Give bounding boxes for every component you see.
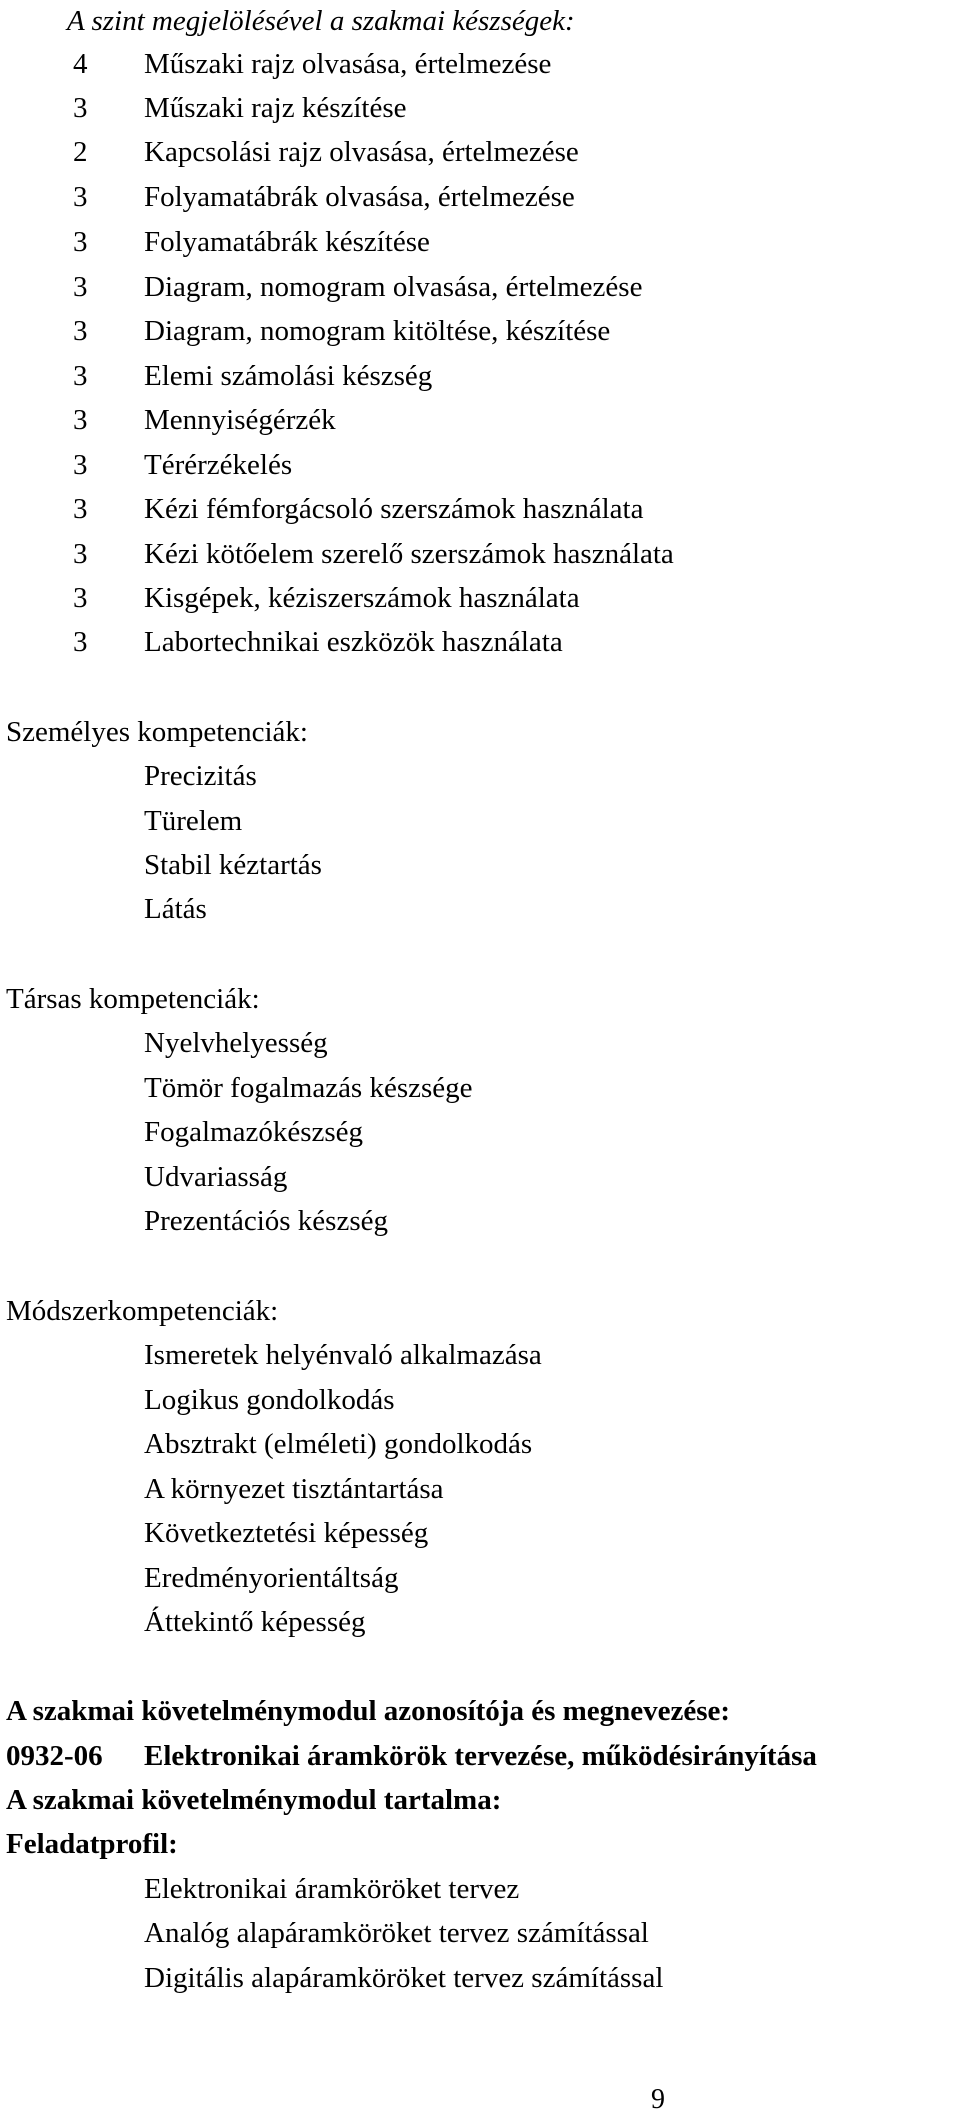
skills-heading: A szint megjelölésével a szakmai készségek: [67,5,575,37]
skill-level: 3 [73,92,88,124]
skill-text: Műszaki rajz készítése [144,92,407,124]
skill-text: Diagram, nomogram olvasása, értelmezése [144,271,643,303]
skill-level: 3 [73,271,88,303]
list-item: Udvariasság [144,1161,288,1193]
module-name: Elektronikai áramkörök tervezése, működésirányítása [144,1740,817,1772]
module-content-heading: A szakmai követelménymodul tartalma: [6,1784,502,1816]
skill-text: Kézi kötőelem szerelő szerszámok használata [144,538,674,570]
page-number: 9 [651,2084,665,2115]
skill-level: 3 [73,493,88,525]
skill-text: Diagram, nomogram kitöltése, készítése [144,315,611,347]
list-item: Fogalmazókészség [144,1116,364,1148]
skill-text: Térérzékelés [144,449,293,481]
list-item: Eredményorientáltság [144,1562,399,1594]
skill-text: Folyamatábrák készítése [144,226,430,258]
module-code: 0932-06 [6,1740,103,1772]
list-item: Ismeretek helyénvaló alkalmazása [144,1339,542,1371]
list-item: Stabil kéztartás [144,849,322,881]
skill-text: Folyamatábrák olvasása, értelmezése [144,181,575,213]
skill-level: 3 [73,181,88,213]
list-item: Prezentációs készség [144,1205,388,1237]
skill-text: Elemi számolási készség [144,360,433,392]
list-item: A környezet tisztántartása [144,1473,444,1505]
skill-text: Kapcsolási rajz olvasása, értelmezése [144,136,579,168]
skill-level: 4 [73,48,88,80]
list-item: Látás [144,893,207,925]
list-item: Digitális alapáramköröket tervez számítással [144,1962,664,1994]
skill-text: Kézi fémforgácsoló szerszámok használata [144,493,644,525]
skill-text: Mennyiségérzék [144,404,336,436]
skill-level: 3 [73,315,88,347]
method-competencies-heading: Módszerkompetenciák: [6,1295,279,1327]
skill-level: 3 [73,582,88,614]
list-item: Absztrakt (elméleti) gondolkodás [144,1428,533,1460]
skill-text: Labortechnikai eszközök használata [144,626,563,658]
social-competencies-heading: Társas kompetenciák: [6,983,260,1015]
list-item: Tömör fogalmazás készsége [144,1072,473,1104]
skill-level: 3 [73,626,88,658]
personal-competencies-heading: Személyes kompetenciák: [6,716,308,748]
module-id-heading: A szakmai követelménymodul azonosítója és megnevezése: [6,1695,731,1727]
list-item: Következtetési képesség [144,1517,429,1549]
list-item: Türelem [144,805,243,837]
list-item: Logikus gondolkodás [144,1384,395,1416]
skill-level: 3 [73,404,88,436]
skill-text: Műszaki rajz olvasása, értelmezése [144,48,552,80]
list-item: Analóg alapáramköröket tervez számítással [144,1917,649,1949]
list-item: Nyelvhelyesség [144,1027,328,1059]
skill-level: 3 [73,226,88,258]
skill-level: 2 [73,136,88,168]
list-item: Precizitás [144,760,257,792]
list-item: Elektronikai áramköröket tervez [144,1873,520,1905]
skill-level: 3 [73,538,88,570]
list-item: Áttekintő képesség [144,1606,366,1638]
skill-level: 3 [73,449,88,481]
skill-level: 3 [73,360,88,392]
task-profile-heading: Feladatprofil: [6,1828,178,1860]
skill-text: Kisgépek, kéziszerszámok használata [144,582,580,614]
